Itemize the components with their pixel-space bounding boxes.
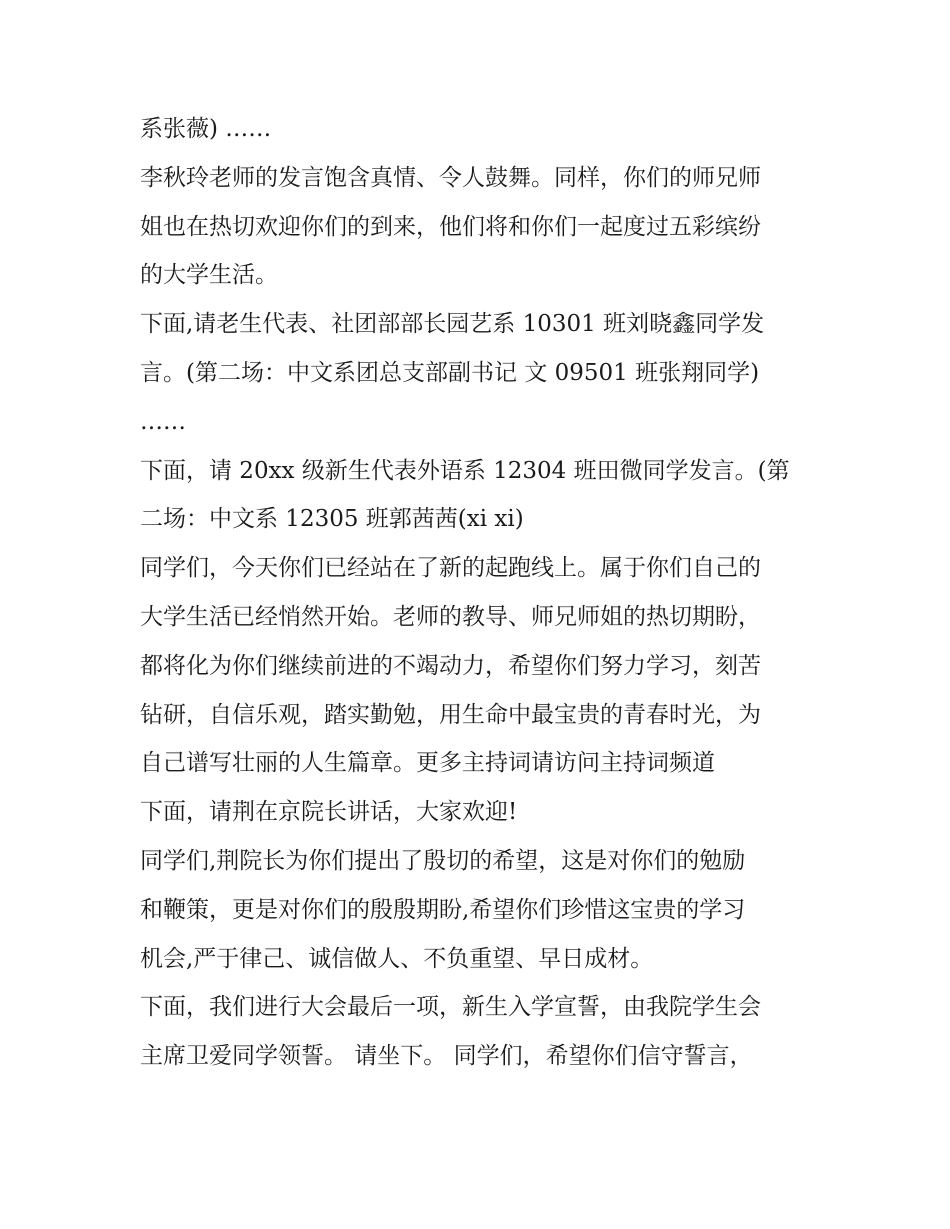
text-line: 二场：中文系 12305 班郭茜茜(xi xi) (140, 506, 524, 533)
text-line: 的大学生活。 (140, 262, 278, 289)
text-line: 下面,请老生代表、社团部部长园艺系 10301 班刘晓鑫同学发 (140, 311, 765, 338)
text-line: 言。(第二场：中文系团总支部副书记 文 09501 班张翔同学) (140, 359, 760, 386)
text-line: 和鞭策，更是对你们的殷殷期盼,希望你们珍惜这宝贵的学习 (140, 896, 746, 923)
text-line: 下面，我们进行大会最后一项，新生入学宣誓，由我院学生会 (140, 994, 761, 1021)
text-line: 下面，请荆在京院长讲话，大家欢迎! (140, 799, 518, 826)
text-line: 机会,严于律己、诚信做人、不负重望、早日成材。 (140, 945, 654, 972)
text-line: 大学生活已经悄然开始。老师的教导、师兄师姐的热切期盼， (140, 603, 761, 630)
text-line: 系张薇) …… (140, 116, 272, 142)
text-line: 同学们，今天你们已经站在了新的起跑线上。属于你们自己的 (140, 555, 761, 582)
text-line: 李秋玲老师的发言饱含真情、令人鼓舞。同样，你们的师兄师 (140, 164, 761, 191)
text-line: 姐也在热切欢迎你们的到来，他们将和你们一起度过五彩缤纷 (140, 213, 761, 240)
text-line: 下面，请 20xx 级新生代表外语系 12304 班田微同学发言。(第 (140, 457, 790, 484)
text-line: 同学们,荆院长为你们提出了殷切的希望，这是对你们的勉励 (140, 847, 746, 874)
text-line: 自己谱写壮丽的人生篇章。更多主持词请访问主持词频道 (140, 750, 715, 777)
text-line: 主席卫爱同学领誓。 请坐下。 同学们，希望你们信守誓言， (140, 1043, 753, 1070)
text-line: …… (140, 408, 186, 435)
text-line: 都将化为你们继续前进的不竭动力，希望你们努力学习，刻苦 (140, 652, 761, 679)
document-text (140, 105, 820, 1081)
text-line: 钻研，自信乐观，踏实勤勉，用生命中最宝贵的青春时光，为 (140, 701, 761, 728)
